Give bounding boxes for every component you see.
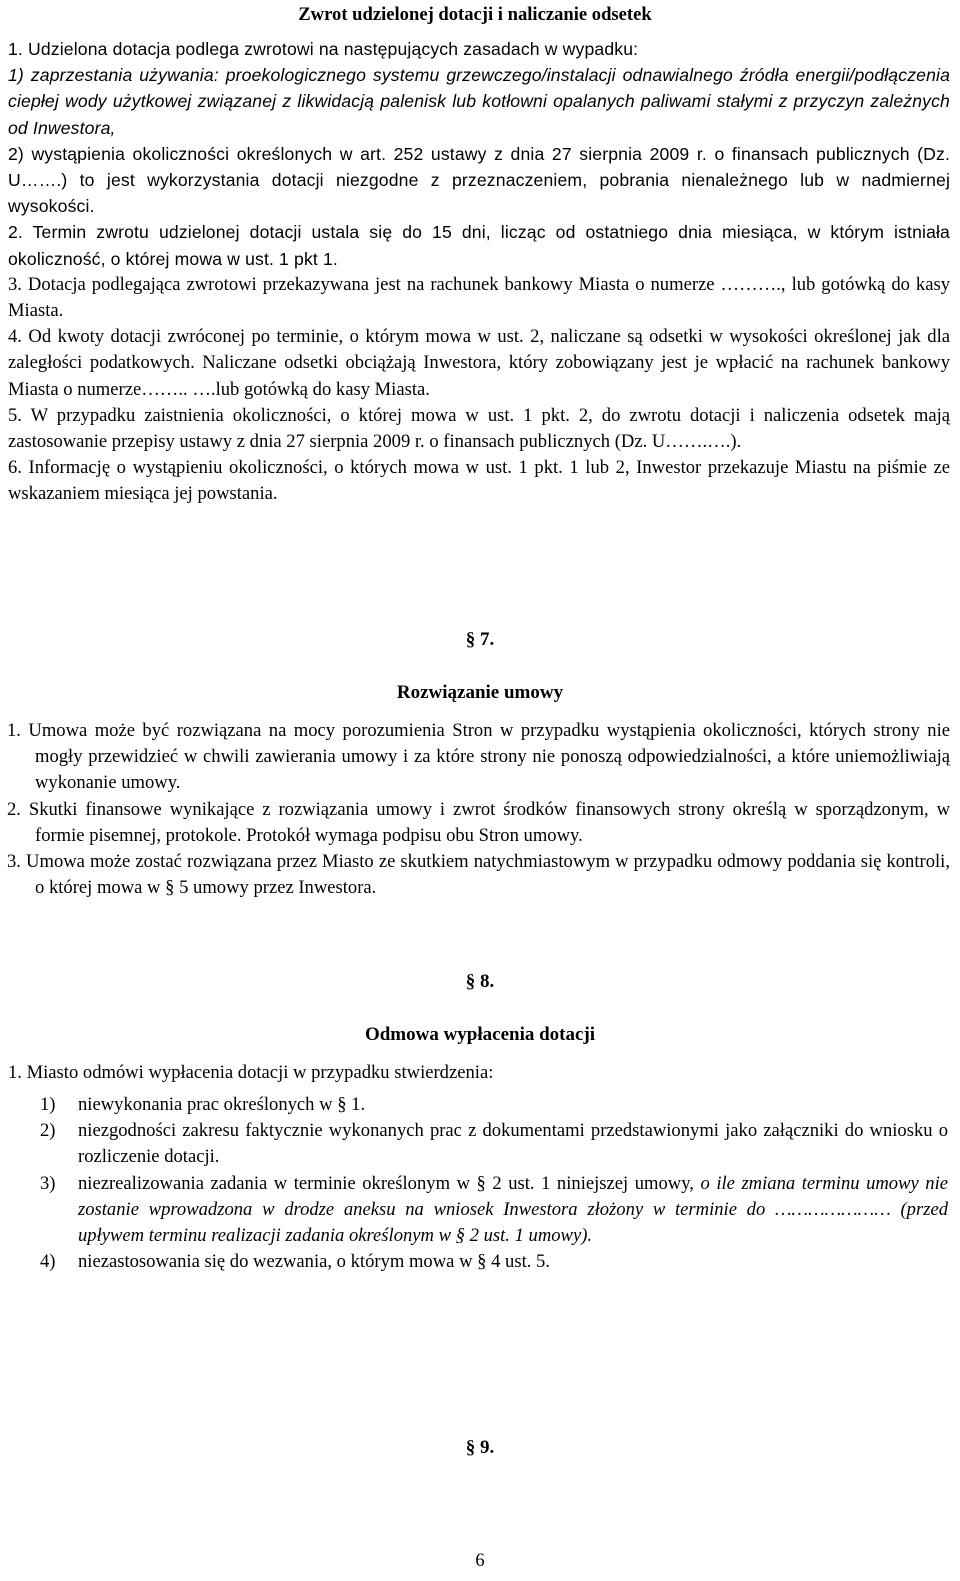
section-7-number: § 7. bbox=[465, 629, 495, 650]
page-number: 6 bbox=[475, 1550, 485, 1571]
list-item-number: 1) bbox=[40, 1094, 56, 1115]
paragraph-1-intro: 1. Udzielona dotacja podlega zwrotowi na następujących zasadach w wypadku: bbox=[8, 39, 639, 59]
paragraph-6: 6. Informację o wystąpieniu okoliczności, o których mowa w ust. 1 pkt. 1 lub 2, Inwestor przekazuje Miastu na piśmie ze wskazaniem miesiąca jej powstania. bbox=[8, 457, 950, 505]
list-item-number: 2) bbox=[40, 1120, 56, 1142]
termination-paragraph-2: 2. Skutki finansowe wynikające z rozwiązania umowy i zwrot środków finansowych strony określą w sporządzonym, w formie pisemnej, protokole. Protokół wymaga podpisu obu Stron umowy. bbox=[7, 798, 950, 846]
paragraph-4: 4. Od kwoty dotacji zwróconej po terminie, o którym mowa w ust. 2, naliczane są odsetki w wysokości określonej jak dla zaległości podatkowych. Naliczane odsetki obciążają Inwestora, który zobowiązany jest je wpłacić na rachunek bankowy Miasta o numerze…….. ….lub gotówką do kasy Miasta. bbox=[8, 326, 950, 400]
paragraph-5: 5. W przypadku zaistnienia okoliczności, o której mowa w ust. 1 pkt. 2, do zwrotu dotacji i naliczenia odsetek mają zastosowanie przepisy ustawy z dnia 27 sierpnia 2009 r. o finansach publicznych (Dz. U…….….). bbox=[8, 404, 950, 453]
termination-paragraph-3: 3. Umowa może zostać rozwiązana przez Miasto ze skutkiem natychmiastowym w przypadku odmowy poddania się kontroli, o której mowa w § 5 umowy przez Inwestora. bbox=[7, 851, 950, 899]
list-item-text: niezgodności zakresu faktycznie wykonanych prac z dokumentami przedstawionymi jako załączniki do wniosku o rozliczenie dotacji. bbox=[78, 1120, 948, 1168]
paragraph-3: 3. Dotacja podlegająca zwrotowi przekazywana jest na rachunek bankowy Miasta o numerze ………., lub gotówką do kasy Miasta. bbox=[8, 273, 950, 322]
termination-section bbox=[0, 718, 960, 901]
paragraph-1-item-2: 2) wystąpienia okoliczności określonych w art. 252 ustawy z dnia 27 sierpnia 2009 r. o finansach publicznych (Dz. U…….) to jest wykorzystania dotacji niezgodne z przeznaczeniem, pobrania nienależnego lub w nadmiernej wysokości. bbox=[8, 143, 950, 217]
list-item-number: 4) bbox=[40, 1251, 56, 1273]
refusal-intro: 1. Miasto odmówi wypłacenia dotacji w przypadku stwierdzenia: bbox=[8, 1062, 494, 1083]
section-8-number: § 8. bbox=[465, 971, 495, 992]
refund-section bbox=[0, 36, 960, 508]
list-item-text: niewykonania prac określonych w § 1. bbox=[78, 1094, 366, 1115]
list-item bbox=[0, 1118, 960, 1170]
refusal-list bbox=[0, 1092, 960, 1275]
termination-paragraph-1: 1. Umowa może być rozwiązana na mocy porozumienia Stron w przypadku wystąpienia okoliczności, których strony nie mogły przewidzieć w chwili zawierania umowy i za które strony nie ponoszą odpowiedzialności, a które uniemożliwiają wykonanie umowy. bbox=[7, 720, 950, 794]
paragraph-1-item-1: 1) zaprzestania używania: proekologicznego systemu grzewczego/instalacji odnawialnego źródła energii/podłączenia ciepłej wody użytkowej związanej z likwidacją palenisk lub kotłowni opalanych paliwami stałymi z przyczyn zależnych od Inwestora, bbox=[8, 65, 950, 138]
paragraph-2: 2. Termin zwrotu udzielonej dotacji ustala się do 15 dni, licząc od ostatniego dnia miesiąca, w którym istniała okoliczność, o której mowa w ust. 1 pkt 1. bbox=[8, 222, 950, 269]
section-7-title: Rozwiązanie umowy bbox=[396, 682, 564, 703]
refusal-section bbox=[0, 1060, 960, 1086]
list-item bbox=[0, 1092, 960, 1118]
list-item-text: niezrealizowania zadania w terminie określonym w § 2 ust. 1 niniejszej umowy, bbox=[78, 1172, 701, 1194]
section-title-refund: Zwrot udzielonej dotacji i naliczanie odsetek bbox=[298, 4, 652, 25]
list-item-number: 3) bbox=[40, 1172, 56, 1194]
list-item bbox=[0, 1171, 960, 1250]
list-item-text-italic: o ile zmiana terminu umowy nie zostanie wprowadzona w drodze aneksu na wniosek Inwestora złożony w terminie do ………………… (przed upływem terminu realizacji zadania określonym w § 2 ust. 1 umowy). bbox=[78, 1172, 949, 1247]
list-item bbox=[0, 1249, 960, 1275]
section-8-title: Odmowa wypłacenia dotacji bbox=[364, 1024, 596, 1045]
list-item-text: niezastosowania się do wezwania, o którym mowa w § 4 ust. 5. bbox=[78, 1251, 550, 1273]
section-9-number: § 9. bbox=[465, 1437, 495, 1458]
